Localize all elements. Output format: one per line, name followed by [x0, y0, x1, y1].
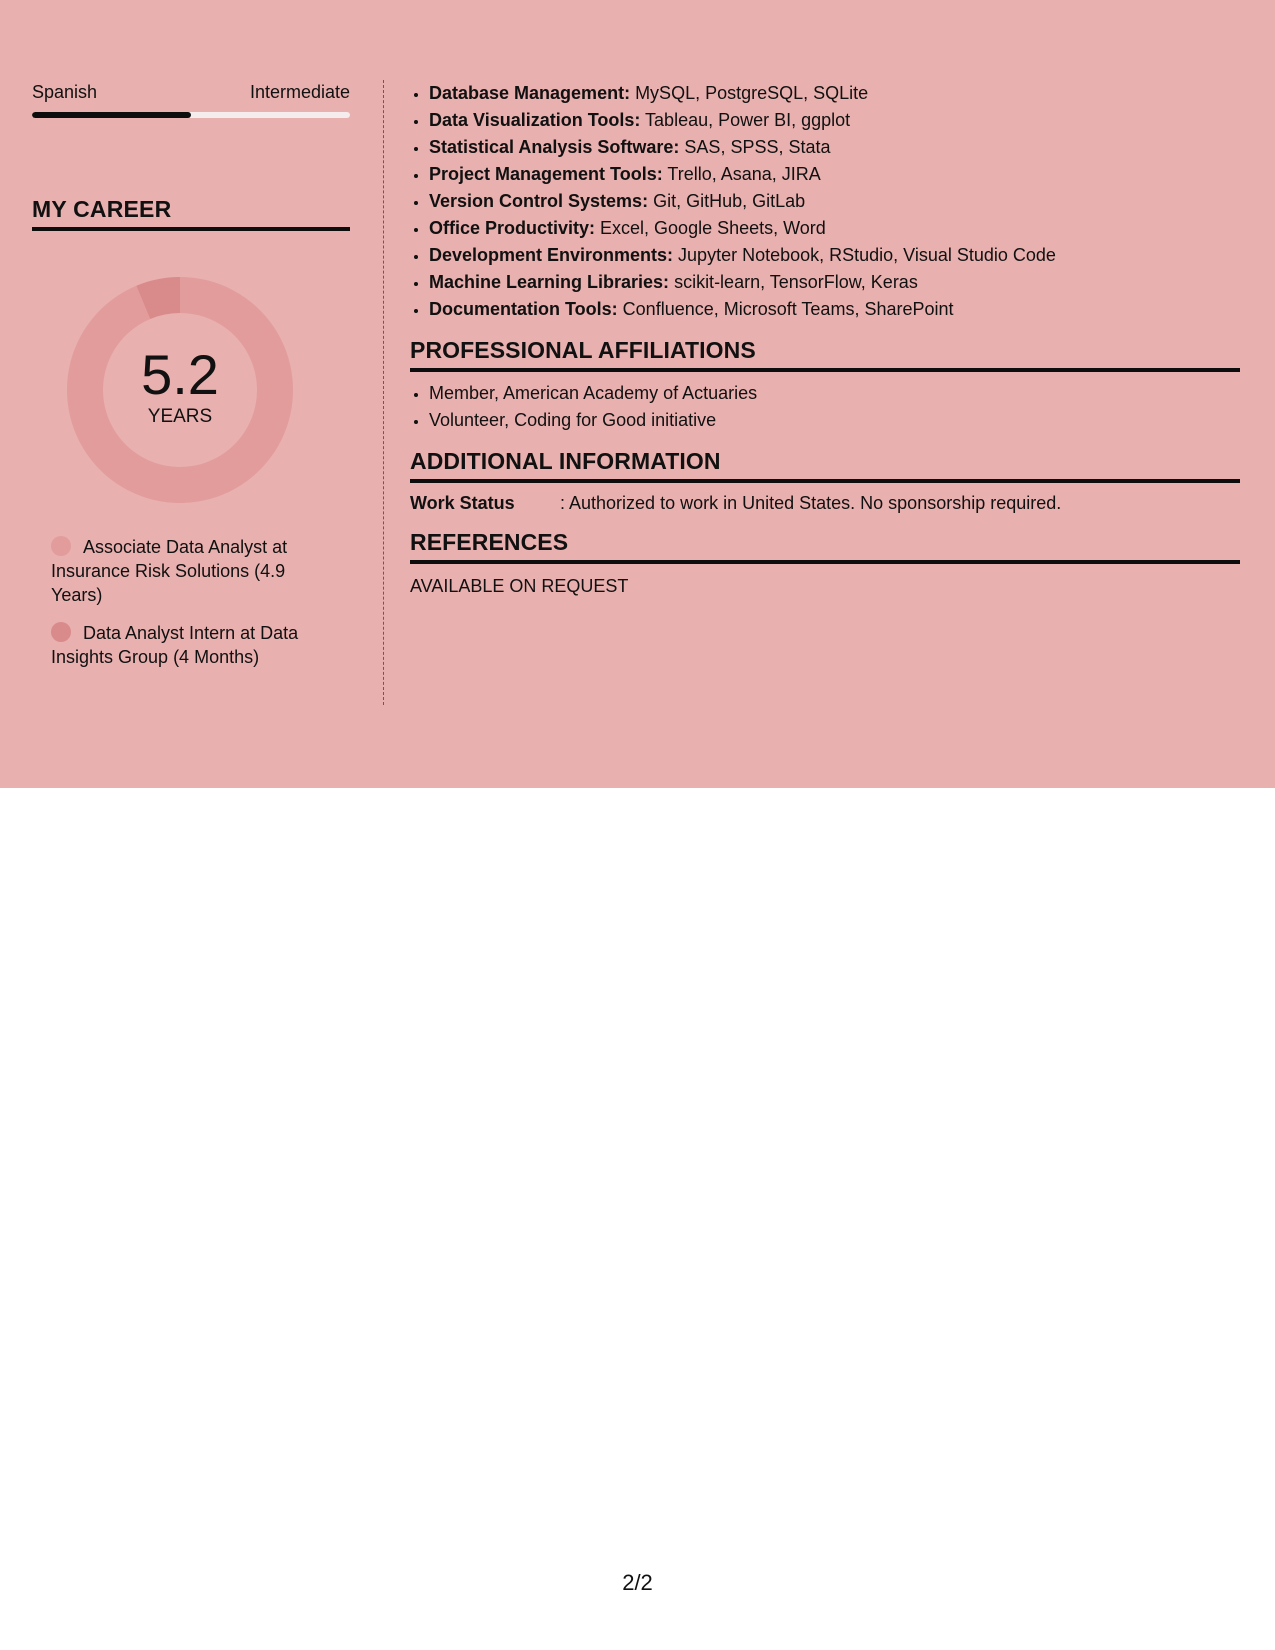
skill-name: Version Control Systems:: [429, 191, 649, 211]
skill-name: Development Environments:: [429, 245, 674, 265]
language-level-bar: [32, 112, 350, 118]
affiliation-item: • Volunteer, Coding for Good initiative: [429, 407, 1240, 434]
work-status-row: [410, 491, 1240, 515]
skill-name: Machine Learning Libraries:: [429, 272, 670, 292]
skill-value: Jupyter Notebook, RStudio, Visual Studio Code: [673, 245, 1056, 265]
legend-dot: [51, 536, 71, 556]
skill-item: [429, 134, 1240, 161]
affiliations-list: [410, 380, 1240, 434]
legend-dot: [51, 622, 71, 642]
career-legend-label: Associate Data Analyst at Insurance Risk Solutions (4.9 Years): [51, 537, 288, 605]
skill-value: MySQL, PostgreSQL, SQLite: [630, 83, 869, 103]
skill-item: [429, 107, 1240, 134]
skills-list: [410, 80, 1240, 323]
career-legend-item: [51, 535, 330, 607]
donut-center: [67, 277, 293, 503]
references-text: AVAILABLE ON REQUEST: [410, 576, 629, 596]
skill-item: [429, 215, 1240, 242]
skill-item: [429, 188, 1240, 215]
skill-value: scikit-learn, TensorFlow, Keras: [669, 272, 918, 292]
career-legend-label: Data Analyst Intern at Data Insights Group (4 Months): [51, 623, 299, 667]
skill-value: Confluence, Microsoft Teams, SharePoint: [617, 299, 954, 319]
language-name: Spanish: [32, 82, 98, 102]
skill-value: Trello, Asana, JIRA: [662, 164, 821, 184]
skill-name: Documentation Tools:: [429, 299, 618, 319]
career-legend: [32, 535, 350, 669]
skill-item: [429, 242, 1240, 269]
right-column: [410, 80, 1240, 598]
column-divider: [383, 80, 384, 705]
skill-item: [429, 161, 1240, 188]
skill-value: Tableau, Power BI, ggplot: [640, 110, 851, 130]
skill-value: SAS, SPSS, Stata: [679, 137, 831, 157]
work-status-value: : Authorized to work in United States. No sponsorship required.: [560, 493, 1062, 513]
skill-value: Git, GitHub, GitLab: [648, 191, 806, 211]
skill-name: Data Visualization Tools:: [429, 110, 641, 130]
left-column: [32, 80, 350, 683]
career-total-value: 5.2: [141, 343, 219, 406]
page-number: 2/2: [622, 1570, 653, 1595]
career-section-title: MY CAREER: [32, 196, 350, 231]
career-legend-item: [51, 621, 330, 669]
language-row: [32, 80, 350, 104]
skill-item: [429, 269, 1240, 296]
skill-name: Project Management Tools:: [429, 164, 663, 184]
work-status-label: Work Status: [410, 493, 515, 513]
skill-item: [429, 80, 1240, 107]
skill-name: Office Productivity:: [429, 218, 596, 238]
skill-value: Excel, Google Sheets, Word: [595, 218, 826, 238]
skill-name: Database Management:: [429, 83, 631, 103]
career-donut-chart: [67, 277, 293, 503]
skill-item: [429, 296, 1240, 323]
language-level-bar-fill: [32, 112, 191, 118]
skill-name: Statistical Analysis Software:: [429, 137, 680, 157]
career-total-unit: YEARS: [147, 406, 213, 427]
language-level: Intermediate: [249, 82, 350, 102]
references-section-title: REFERENCES: [410, 529, 1240, 564]
additional-info-section-title: ADDITIONAL INFORMATION: [410, 448, 1240, 483]
affiliations-section-title: PROFESSIONAL AFFILIATIONS: [410, 337, 1240, 372]
affiliation-item: • Member, American Academy of Actuaries: [429, 380, 1240, 407]
